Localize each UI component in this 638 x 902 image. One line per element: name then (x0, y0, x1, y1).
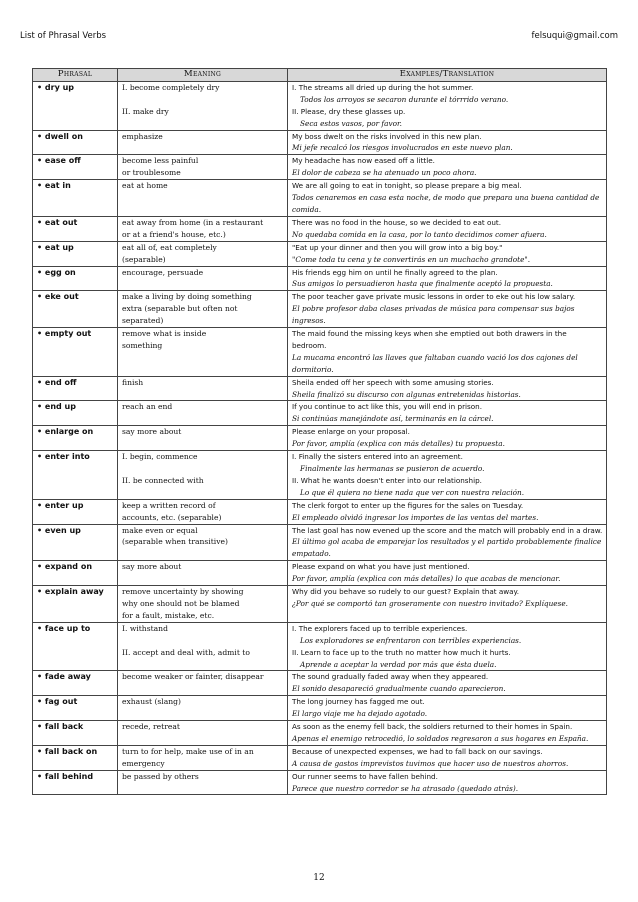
table-row (33, 155, 607, 180)
meaning-line: something (122, 340, 163, 350)
translation-text: Por favor, amplía (explica con más detalles) tu propuesta. (292, 439, 505, 449)
meaning-line: why one should not be blamed (122, 598, 240, 608)
phrasal-verb: • fall back (33, 721, 118, 746)
example-text: If you continue to act like this, you will end in prison. (292, 402, 483, 412)
table-row (33, 291, 607, 328)
meaning-line: I. begin, commence (122, 452, 198, 462)
meaning-cell (118, 266, 288, 291)
meaning-line: exhaust (slang) (122, 697, 181, 707)
phrasal-verb: • fall back on (33, 745, 118, 770)
meaning-line: be passed by others (122, 771, 199, 781)
table-row (33, 586, 607, 623)
table-row (33, 671, 607, 696)
example-cell (288, 81, 607, 130)
meaning-line: encourage, persuade (122, 267, 204, 277)
meaning-cell (118, 180, 288, 217)
table-row (33, 499, 607, 524)
example-cell (288, 266, 607, 291)
author-email: felsuqui@gmail.com (531, 31, 618, 41)
meaning-line: II. accept and deal with, admit to (122, 647, 250, 657)
meaning-cell (118, 622, 288, 671)
meaning-cell (118, 745, 288, 770)
meaning-cell (118, 81, 288, 130)
meaning-line: (separable) (122, 254, 166, 264)
translation-text: Lo que él quiera no tiene nada que ver con nuestra relación. (300, 487, 525, 497)
example-cell (288, 216, 607, 241)
example-cell (288, 426, 607, 451)
translation-text: Apenas el enemigo retrocedió, lo soldados regresaron a sus hogares en España. (292, 733, 589, 743)
example-cell (288, 770, 607, 795)
example-text: We are all going to eat in tonight, so please prepare a big meal. (292, 181, 522, 191)
example-text: Because of unexpected expenses, we had to fall back on our savings. (292, 746, 543, 756)
meaning-cell (118, 499, 288, 524)
example-text: I. The streams all dried up during the hot summer. (292, 82, 474, 92)
phrasal-verb: • fall behind (33, 770, 118, 795)
translation-text: Si continúas manejándote así, terminarás en la cárcel. (292, 414, 494, 424)
phrasal-verb: • end off (33, 376, 118, 401)
meaning-line: extra (separable but often not (122, 304, 238, 314)
phrasal-verbs-table (32, 68, 607, 795)
phrasal-verb: • dry up (33, 81, 118, 130)
example-cell (288, 745, 607, 770)
example-cell (288, 401, 607, 426)
translation-text: Finalmente las hermanas se pusieron de acuerdo. (300, 464, 485, 473)
meaning-line: make even or equal (122, 525, 198, 535)
meaning-cell (118, 328, 288, 377)
meaning-cell (118, 401, 288, 426)
column-header-phrasal: Phrasal (33, 69, 118, 82)
phrasal-verb: • eat in (33, 180, 118, 217)
translation-text: Los exploradores se enfrentaron con terribles experiencias. (300, 635, 522, 645)
example-cell (288, 499, 607, 524)
meaning-line: say more about (122, 562, 182, 572)
meaning-line (122, 94, 284, 106)
meaning-line: or at a friend's house, etc.) (122, 229, 226, 239)
translation-text: La mucama encontró las llaves que faltaban cuando vació los dos cajones del dormitorio. (292, 352, 578, 374)
example-text: Please enlarge on your proposal. (292, 427, 410, 437)
meaning-line: eat at home (122, 181, 168, 191)
phrasal-verb: • empty out (33, 328, 118, 377)
phrasal-verb: • eat out (33, 216, 118, 241)
meaning-line (122, 635, 284, 647)
example-text: The last goal has now evened up the score and the match will probably end in a draw. (292, 525, 603, 535)
meaning-line: remove uncertainty by showing (122, 587, 244, 597)
table-row (33, 696, 607, 721)
phrasal-verb: • enter up (33, 499, 118, 524)
translation-text: El largo viaje me ha dejado agotado. (292, 709, 428, 719)
example-text: His friends egg him on until he finally agreed to the plan. (292, 267, 498, 277)
example-text: There was no food in the house, so we decided to eat out. (292, 217, 502, 227)
table-row (33, 180, 607, 217)
example-cell (288, 130, 607, 155)
phrasal-verb: • expand on (33, 561, 118, 586)
table-row (33, 328, 607, 377)
meaning-cell (118, 426, 288, 451)
example-text: The maid found the missing keys when she emptied out both drawers in the bedroom. (292, 329, 567, 350)
meaning-line: reach an end (122, 402, 173, 412)
meaning-line: separated) (122, 316, 164, 326)
meaning-line: II. make dry (122, 106, 169, 116)
meaning-cell (118, 376, 288, 401)
column-header-meaning: Meaning (118, 69, 288, 82)
meaning-line: accounts, etc. (separable) (122, 512, 222, 522)
example-cell (288, 561, 607, 586)
table-row (33, 622, 607, 671)
meaning-line: for a fault, mistake, etc. (122, 610, 215, 620)
table-row (33, 130, 607, 155)
table-row (33, 376, 607, 401)
meaning-cell (118, 721, 288, 746)
example-text: The long journey has fagged me out. (292, 697, 425, 707)
example-cell (288, 622, 607, 671)
meaning-line: eat all of, eat completely (122, 242, 217, 252)
example-text: II. Learn to face up to the truth no matter how much it hurts. (292, 647, 511, 657)
example-cell (288, 328, 607, 377)
example-text: The poor teacher gave private music lessons in order to eke out his low salary. (292, 292, 576, 302)
meaning-cell (118, 696, 288, 721)
meaning-line: emphasize (122, 131, 163, 141)
phrasal-verb: • face up to (33, 622, 118, 671)
column-header-examples: Examples/Translation (288, 69, 607, 82)
meaning-line: make a living by doing something (122, 292, 252, 302)
table-row (33, 81, 607, 130)
example-text: II. Please, dry these glasses up. (292, 106, 406, 116)
meaning-line: or troublesome (122, 168, 181, 178)
translation-text: Todos los arroyos se secaron durante el tórrrido verano. (300, 94, 509, 104)
meaning-cell (118, 586, 288, 623)
translation-text: El pobre profesor daba clases privadas de música para compensar sus bajos ingresos. (292, 304, 575, 326)
phrasal-verb: • even up (33, 524, 118, 561)
table-row (33, 721, 607, 746)
table-row (33, 770, 607, 795)
phrasal-verb: • fag out (33, 696, 118, 721)
phrasal-verb: • enlarge on (33, 426, 118, 451)
example-text: Sheila ended off her speech with some amusing stories. (292, 377, 494, 387)
example-text: I. Finally the sisters entered into an agreement. (292, 452, 463, 462)
meaning-line: become weaker or fainter, disappear (122, 672, 264, 682)
example-text: Why did you behave so rudely to our guest? Explain that away. (292, 587, 520, 597)
example-text: II. What he wants doesn't enter into our relationship. (292, 475, 482, 485)
table-row (33, 401, 607, 426)
meaning-cell (118, 291, 288, 328)
meaning-line: keep a written record of (122, 500, 216, 510)
example-text: My headache has now eased off a little. (292, 156, 435, 166)
meaning-cell (118, 524, 288, 561)
phrasal-verb: • ease off (33, 155, 118, 180)
meaning-cell (118, 451, 288, 500)
document-title: List of Phrasal Verbs (20, 31, 107, 41)
phrasal-verb: • eat up (33, 241, 118, 266)
translation-text: Sheila finalizó su discurso con algunas entretenidas historias. (292, 389, 521, 399)
phrasal-verb: • end up (33, 401, 118, 426)
table-header-row (33, 69, 607, 82)
phrasal-verb: • eke out (33, 291, 118, 328)
table-row (33, 524, 607, 561)
example-text: The clerk forgot to enter up the figures for the sales on Tuesday. (292, 500, 524, 510)
translation-text: ¿Por qué se comportó tan groseramente con nuestro invitado? Explíquese. (292, 598, 568, 608)
example-cell (288, 696, 607, 721)
example-cell (288, 291, 607, 328)
table-row (33, 561, 607, 586)
meaning-cell (118, 216, 288, 241)
table-row (33, 426, 607, 451)
meaning-line: remove what is inside (122, 329, 207, 339)
meaning-line: emergency (122, 758, 165, 768)
example-text: As soon as the enemy fell back, the soldiers returned to their homes in Spain. (292, 722, 573, 732)
example-cell (288, 155, 607, 180)
translation-text: Mi jefe recalcó los riesgos involucrados en este nuevo plan. (292, 143, 513, 153)
page-number: 12 (313, 873, 325, 883)
meaning-line: eat away from home (in a restaurant (122, 217, 264, 227)
example-cell (288, 451, 607, 500)
page-header (20, 31, 618, 45)
meaning-line: recede, retreat (122, 722, 180, 732)
phrasal-verb: • dwell on (33, 130, 118, 155)
example-text: The sound gradually faded away when they appeared. (292, 672, 489, 682)
translation-text: Aprende a aceptar la verdad por más que ésta duela. (300, 659, 497, 669)
example-cell (288, 671, 607, 696)
meaning-line: say more about (122, 427, 182, 437)
meaning-line: finish (122, 377, 144, 387)
example-text: I. The explorers faced up to terrible experiences. (292, 623, 468, 633)
translation-text: El dolor de cabeza se ha atenuado un poco ahora. (292, 168, 477, 178)
table-row (33, 216, 607, 241)
meaning-line: II. be connected with (122, 475, 204, 485)
phrasal-verb: • fade away (33, 671, 118, 696)
table-row (33, 266, 607, 291)
phrasal-verb: • explain away (33, 586, 118, 623)
meaning-line: turn to for help, make use of in an (122, 746, 254, 756)
phrasal-verb: • egg on (33, 266, 118, 291)
example-cell (288, 180, 607, 217)
translation-text: Por favor, amplía (explica con más detalles) lo que acabas de mencionar. (292, 574, 561, 584)
meaning-cell (118, 671, 288, 696)
example-cell (288, 376, 607, 401)
meaning-cell (118, 155, 288, 180)
translation-text: Sus amigos lo persuadieron hasta que finalmente aceptó la propuesta. (292, 279, 553, 289)
meaning-line: I. become completely dry (122, 82, 220, 92)
example-text: "Eat up your dinner and then you will grow into a big boy." (292, 242, 503, 252)
example-cell (288, 524, 607, 561)
example-cell (288, 721, 607, 746)
example-cell (288, 241, 607, 266)
translation-text: A causa de gastos imprevistos tuvimos que hacer uso de nuestros ahorros. (292, 758, 569, 768)
example-text: Our runner seems to have fallen behind. (292, 771, 438, 781)
meaning-line: become less painful (122, 156, 199, 166)
table-row (33, 241, 607, 266)
translation-text: Parece que nuestro corredor se ha atrasado (quedado atrás). (292, 783, 519, 793)
translation-text: El empleado olvidó ingresar los importes de las ventas del martes. (292, 512, 539, 522)
meaning-cell (118, 561, 288, 586)
example-text: My boss dwelt on the risks involved in this new plan. (292, 131, 482, 141)
example-cell (288, 586, 607, 623)
phrasal-verb: • enter into (33, 451, 118, 500)
meaning-cell (118, 241, 288, 266)
table-row (33, 745, 607, 770)
meaning-cell (118, 130, 288, 155)
translation-text: Seca estos vasos, por favor. (300, 118, 402, 128)
meaning-cell (118, 770, 288, 795)
translation-text: No quedaba comida en la casa, por lo tanto decidimos comer afuera. (292, 229, 547, 239)
table-row (33, 451, 607, 500)
example-text: Please expand on what you have just mentioned. (292, 562, 470, 572)
translation-text: El último gol acaba de emparejar los resultados y el partido probablemente finalice empatado. (292, 537, 602, 559)
translation-text: Todos cenaremos en casa esta noche, de modo que prepara una buena cantidad de comida. (292, 193, 600, 214)
meaning-line (122, 463, 284, 475)
translation-text: El sonido desapareció gradualmente cuando aparecieron. (292, 684, 506, 694)
meaning-line: (separable when transitive) (122, 537, 228, 547)
meaning-line: I. withstand (122, 623, 168, 633)
translation-text: "Come toda tu cena y te convertirás en un muchacho grandote". (292, 254, 531, 264)
